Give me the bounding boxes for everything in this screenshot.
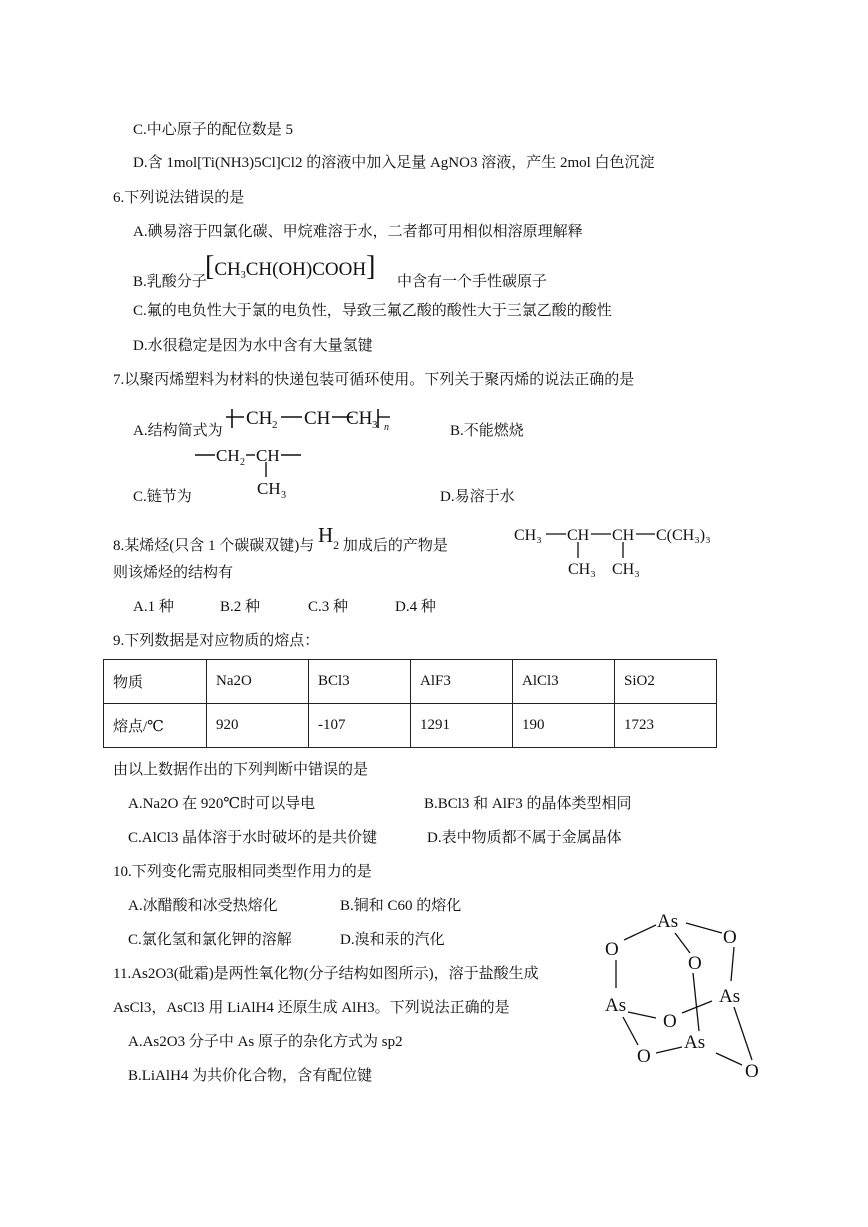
lactic-acid-formula bbox=[205, 253, 375, 289]
formula-subscript: 3 bbox=[240, 270, 246, 281]
table-cell: SiO2 bbox=[615, 660, 717, 704]
h2-subscript: 2 bbox=[333, 538, 340, 552]
ch-text: CH bbox=[256, 446, 280, 465]
q7-option-d: D.易溶于水 bbox=[440, 489, 515, 505]
subscript-3: 3 bbox=[372, 419, 378, 431]
q10-option-d: D.溴和汞的汽化 bbox=[340, 932, 445, 948]
ch2-text: CH bbox=[216, 446, 240, 465]
ch-text: CH bbox=[304, 408, 331, 429]
ch-b-text: CH bbox=[612, 527, 635, 544]
bracket-right: ] bbox=[366, 251, 376, 282]
q9-option-b: B.BCl3 和 AlF3 的晶体类型相同 bbox=[424, 796, 632, 812]
alkane-structure bbox=[512, 518, 732, 582]
q7-stem: 7.以聚丙烯塑料为材料的快递包装可循环使用。下列关于聚丙烯的说法正确的是 bbox=[113, 372, 635, 388]
table-cell: AlCl3 bbox=[513, 660, 615, 704]
o-atom-center: O bbox=[688, 953, 702, 974]
q11-option-a: A.As2O3 分子中 As 原子的杂化方式为 sp2 bbox=[128, 1034, 403, 1050]
q7-option-c-label: C.链节为 bbox=[133, 489, 192, 505]
table-cell: 190 bbox=[513, 704, 615, 748]
q9-followup: 由以上数据作出的下列判断中错误的是 bbox=[113, 762, 369, 778]
table-row bbox=[104, 704, 717, 748]
o-atom-bottom-left: O bbox=[637, 1046, 651, 1067]
q6-option-c: C.氟的电负性大于氯的电负性，导致三氟乙酸的酸性大于三氯乙酸的酸性 bbox=[133, 303, 612, 319]
table-cell: BCl3 bbox=[309, 660, 411, 704]
ch2-text: CH bbox=[246, 408, 273, 429]
table-cell: 1291 bbox=[411, 704, 513, 748]
q6-stem: 6.下列说法错误的是 bbox=[113, 190, 245, 206]
o-atom-top-right: O bbox=[723, 927, 737, 948]
table-cell: 1723 bbox=[615, 704, 717, 748]
table-cell: -107 bbox=[309, 704, 411, 748]
as-atom-bottom: As bbox=[684, 1032, 706, 1053]
bracket-left: [ bbox=[205, 251, 215, 282]
q9-option-a: A.Na2O 在 920℃时可以导电 bbox=[128, 796, 316, 812]
q11-stem-line2: AsCl3，AsCl3 用 LiAlH4 还原生成 AlH3。下列说法正确的是 bbox=[113, 1000, 510, 1016]
subscript-3: 3 bbox=[281, 490, 286, 501]
q10-option-c: C.氯化氢和氯化钾的溶解 bbox=[128, 932, 292, 948]
q9-option-d: D.表中物质都不属于金属晶体 bbox=[427, 830, 622, 846]
melting-point-table bbox=[103, 659, 717, 748]
ch3-b-text: CH₃ bbox=[612, 561, 640, 578]
o-atom-lower-center: O bbox=[663, 1011, 677, 1032]
q8-stem-post: 加成后的产物是 bbox=[339, 538, 448, 554]
q5-option-d: D.含 1mol[Ti(NH3)5Cl]Cl2 的溶液中加入足量 AgNO3 溶液，产生 2mol 白色沉淀 bbox=[133, 155, 655, 171]
o-atom-top-left: O bbox=[605, 939, 619, 960]
table-cell: 物质 bbox=[104, 660, 207, 704]
subscript-2: 2 bbox=[272, 419, 278, 431]
q8-option-b: B.2 种 bbox=[220, 599, 261, 615]
q6-option-b-suffix: 中含有一个手性碳原子 bbox=[397, 274, 548, 290]
q6-option-d: D.水很稳定是因为水中含有大量氢键 bbox=[133, 338, 373, 354]
q11-stem-line1: 11.As2O3(砒霜)是两性氧化物(分子结构如图所示)，溶于盐酸生成 bbox=[113, 966, 539, 982]
q10-option-a: A.冰醋酸和冰受热熔化 bbox=[128, 898, 278, 914]
table-cell: AlF3 bbox=[411, 660, 513, 704]
q8-option-d: D.4 种 bbox=[395, 599, 436, 615]
ch-a-text: CH bbox=[567, 527, 590, 544]
as-atom-right: As bbox=[719, 986, 741, 1007]
q8-option-c: C.3 种 bbox=[308, 599, 349, 615]
o-atom-bottom-right: O bbox=[745, 1061, 759, 1082]
ch3-text: CH bbox=[257, 479, 281, 498]
h2-main: H bbox=[318, 523, 334, 547]
as-atom-left: As bbox=[605, 995, 627, 1016]
subscript-n: n bbox=[384, 422, 389, 433]
formula-part: CH(OH)COOH bbox=[245, 259, 367, 280]
q8-stem-line2: 则该烯烃的结构有 bbox=[113, 565, 234, 581]
q11-option-b: B.LiAlH4 为共价化合物，含有配位键 bbox=[128, 1068, 373, 1084]
cch33-text: C(CH₃)₃ bbox=[656, 527, 711, 544]
table-cell: Na2O bbox=[207, 660, 309, 704]
table-row bbox=[104, 660, 717, 704]
q8-stem bbox=[113, 523, 448, 556]
q9-stem: 9.下列数据是对应物质的熔点： bbox=[113, 633, 320, 649]
formula-part: CH bbox=[214, 259, 241, 280]
q8-option-a: A.1 种 bbox=[133, 599, 174, 615]
table-cell: 920 bbox=[207, 704, 309, 748]
q9-option-c: C.AlCl3 晶体溶于水时破坏的是共价键 bbox=[128, 830, 378, 846]
q10-option-b: B.铜和 C60 的熔化 bbox=[340, 898, 462, 914]
q7-option-a-label: A.结构简式为 bbox=[133, 423, 223, 439]
ch3-a-text: CH₃ bbox=[568, 561, 596, 578]
as2o3-molecule-diagram bbox=[600, 905, 770, 1085]
q5-option-c: C.中心原子的配位数是 5 bbox=[133, 122, 294, 138]
table-cell: 熔点/℃ bbox=[104, 704, 207, 748]
q8-stem-pre: 8.某烯烃(只含 1 个碳碳双键)与 bbox=[113, 538, 318, 554]
ch3-text: CH bbox=[346, 408, 373, 429]
q6-option-b-prefix: B.乳酸分子 bbox=[133, 274, 207, 290]
subscript-2: 2 bbox=[240, 457, 245, 468]
chain-unit-formula bbox=[193, 442, 313, 502]
q7-option-b: B.不能燃烧 bbox=[450, 423, 524, 439]
as-atom-top: As bbox=[657, 911, 679, 932]
polypropylene-formula bbox=[226, 400, 406, 436]
ch3-text: CH₃ bbox=[514, 527, 542, 544]
q10-stem: 10.下列变化需克服相同类型作用力的是 bbox=[113, 864, 372, 880]
q6-option-a: A.碘易溶于四氯化碳、甲烷难溶于水，二者都可用相似相溶原理解释 bbox=[133, 224, 583, 240]
